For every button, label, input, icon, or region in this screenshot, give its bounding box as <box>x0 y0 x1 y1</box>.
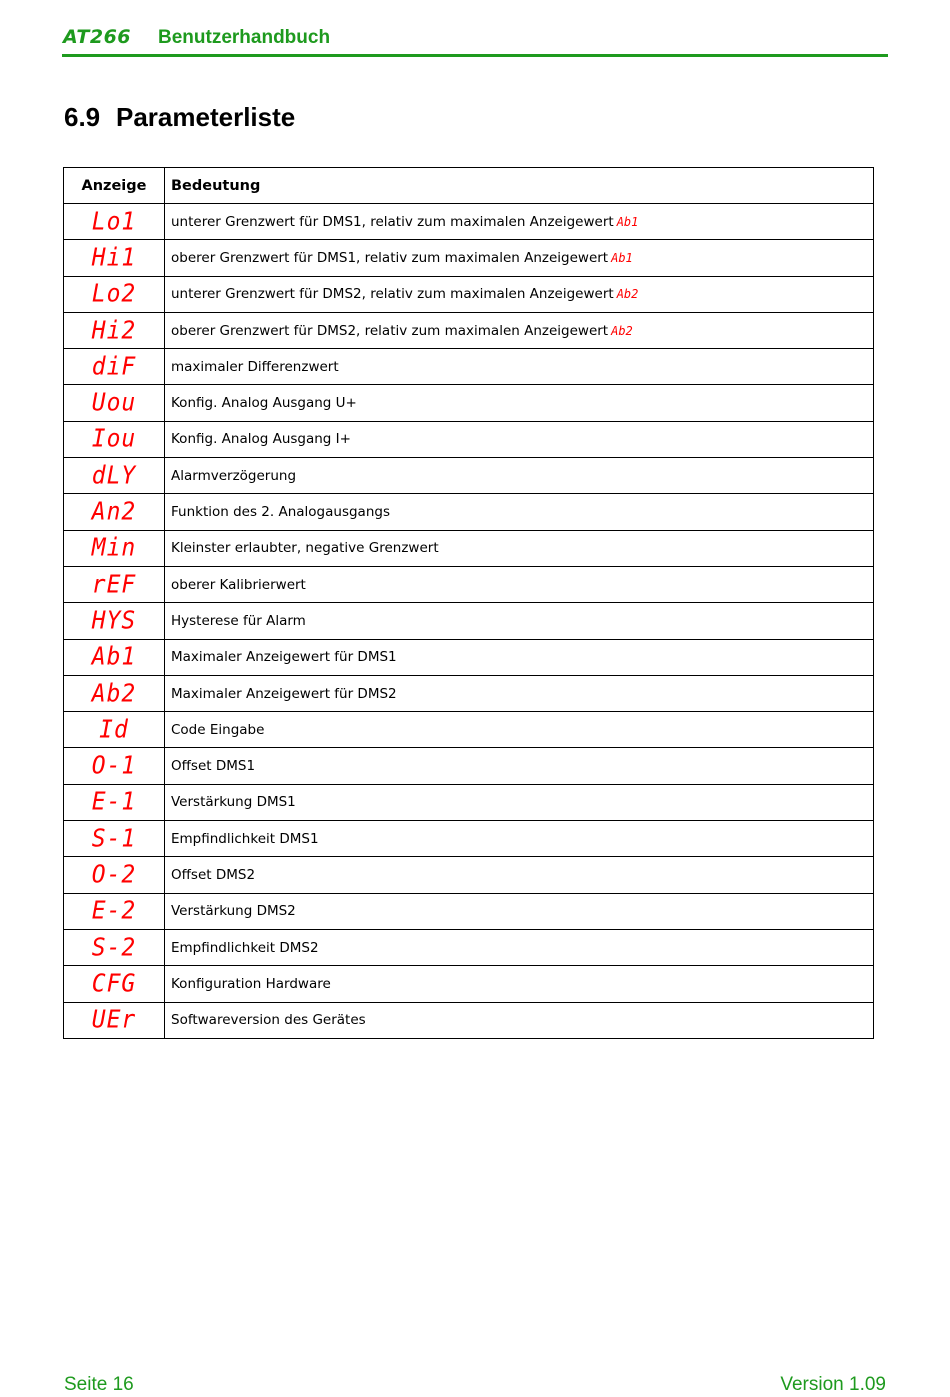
display-code: Hi2 <box>91 316 137 345</box>
table-row <box>64 349 874 385</box>
display-code: O-1 <box>91 751 137 781</box>
display-code-cell <box>64 639 165 675</box>
reference-code: Ab1 <box>616 214 639 229</box>
reference-code: Ab2 <box>611 323 633 338</box>
display-code: HYS <box>91 606 137 636</box>
section-title: Parameterliste <box>116 102 296 132</box>
display-code: diF <box>91 352 137 382</box>
display-code-cell <box>64 240 165 276</box>
meaning-text: oberer Kalibrierwert <box>171 576 306 593</box>
parameter-table <box>63 167 874 1039</box>
meaning-text: Verstärkung DMS1 <box>171 794 296 811</box>
table-row <box>64 712 874 748</box>
meaning-text: Funktion des 2. Analogausgangs <box>171 504 390 521</box>
display-code: S-2 <box>91 933 137 962</box>
table-row <box>64 312 874 348</box>
reference-code: Ab1 <box>611 250 633 265</box>
display-code-cell <box>64 821 165 857</box>
meaning-text: Softwareversion des Gerätes <box>171 1012 366 1029</box>
table-row <box>64 1002 874 1038</box>
display-code-cell <box>64 530 165 566</box>
display-code: E-1 <box>91 788 137 817</box>
meaning-text: Empfindlichkeit DMS1 <box>171 830 319 847</box>
page-number: Seite 16 <box>64 1374 134 1395</box>
display-code-cell <box>64 1002 165 1038</box>
meaning-text: Offset DMS2 <box>171 866 256 883</box>
meaning-text: Code Eingabe <box>171 721 265 738</box>
meaning-cell <box>165 784 874 820</box>
meaning-cell <box>165 458 874 494</box>
display-code: O-2 <box>91 860 137 890</box>
display-code-cell <box>64 566 165 602</box>
table-row <box>64 821 874 857</box>
meaning-text: unterer Grenzwert für DMS2, relativ zum maximalen Anzeigewert <box>171 286 614 303</box>
meaning-cell <box>165 893 874 929</box>
display-code-cell <box>64 712 165 748</box>
display-code: E-2 <box>91 896 137 926</box>
meaning-cell <box>165 566 874 602</box>
meaning-cell <box>165 240 874 276</box>
table-row <box>64 639 874 675</box>
table-row <box>64 494 874 530</box>
document-title: Benutzerhandbuch <box>158 27 331 48</box>
display-code-cell <box>64 784 165 820</box>
display-code: An2 <box>91 497 137 527</box>
meaning-text: Konfiguration Hardware <box>171 975 331 992</box>
column-header-code: Anzeige <box>64 168 165 204</box>
table-row <box>64 385 874 421</box>
table-header-row <box>64 168 874 204</box>
meaning-text: Maximaler Anzeigewert für DMS2 <box>171 685 397 702</box>
table-row <box>64 421 874 457</box>
display-code-cell <box>64 312 165 348</box>
meaning-cell <box>165 966 874 1002</box>
meaning-text: oberer Grenzwert für DMS1, relativ zum maximalen Anzeigewert <box>171 249 609 266</box>
meaning-cell <box>165 494 874 530</box>
display-code-cell <box>64 349 165 385</box>
meaning-cell <box>165 675 874 711</box>
table-row <box>64 966 874 1002</box>
meaning-text: oberer Grenzwert für DMS2, relativ zum maximalen Anzeigewert <box>171 322 609 339</box>
page-header <box>62 26 888 57</box>
display-code-cell <box>64 385 165 421</box>
meaning-cell <box>165 421 874 457</box>
display-code: Hi1 <box>91 243 137 273</box>
section-number: 6.9 <box>64 102 101 132</box>
meaning-cell <box>165 603 874 639</box>
meaning-cell <box>165 821 874 857</box>
meaning-cell <box>165 1002 874 1038</box>
meaning-text: Offset DMS1 <box>171 758 256 775</box>
meaning-text: Konfig. Analog Ausgang I+ <box>171 431 351 448</box>
display-code: Ab1 <box>91 642 137 672</box>
table-row <box>64 675 874 711</box>
meaning-cell <box>165 204 874 240</box>
display-code: dLY <box>91 461 137 491</box>
display-code-cell <box>64 421 165 457</box>
display-code-cell <box>64 893 165 929</box>
meaning-text: Maximaler Anzeigewert für DMS1 <box>171 649 397 666</box>
display-code: Ab2 <box>91 679 137 708</box>
meaning-text: maximaler Differenzwert <box>171 358 339 375</box>
table-row <box>64 857 874 893</box>
meaning-cell <box>165 385 874 421</box>
display-code-cell <box>64 675 165 711</box>
table-row <box>64 240 874 276</box>
display-code-cell <box>64 494 165 530</box>
version-label: Version 1.09 <box>780 1374 886 1395</box>
meaning-cell <box>165 929 874 965</box>
display-code-cell <box>64 929 165 965</box>
display-code: Id <box>99 715 129 745</box>
display-code: Lo2 <box>91 279 137 309</box>
display-code: Min <box>91 534 137 563</box>
table-body <box>64 204 874 1039</box>
display-code: S-1 <box>91 824 137 853</box>
meaning-text: Konfig. Analog Ausgang U+ <box>171 395 357 412</box>
table-row <box>64 566 874 602</box>
meaning-cell <box>165 639 874 675</box>
meaning-text: unterer Grenzwert für DMS1, relativ zum maximalen Anzeigewert <box>171 213 614 230</box>
display-code-cell <box>64 204 165 240</box>
column-header-meaning: Bedeutung <box>165 168 874 204</box>
display-code: Uou <box>91 388 137 418</box>
brand-logo: AT266 <box>63 26 132 48</box>
reference-code: Ab2 <box>616 287 639 302</box>
table-row <box>64 204 874 240</box>
display-code: rEF <box>91 570 137 599</box>
meaning-cell <box>165 312 874 348</box>
display-code: Iou <box>91 425 137 454</box>
meaning-cell <box>165 712 874 748</box>
meaning-text: Alarmverzögerung <box>171 467 297 484</box>
meaning-text: Hysterese für Alarm <box>171 612 306 629</box>
table-row <box>64 784 874 820</box>
table-row <box>64 929 874 965</box>
display-code: UEr <box>91 1005 137 1035</box>
table-row <box>64 458 874 494</box>
table-row <box>64 748 874 784</box>
meaning-cell <box>165 530 874 566</box>
display-code-cell <box>64 603 165 639</box>
table-row <box>64 603 874 639</box>
display-code-cell <box>64 458 165 494</box>
meaning-text: Kleinster erlaubter, negative Grenzwert <box>171 540 439 557</box>
meaning-cell <box>165 748 874 784</box>
table-row <box>64 276 874 312</box>
display-code-cell <box>64 857 165 893</box>
display-code: Lo1 <box>91 207 137 236</box>
meaning-text: Verstärkung DMS2 <box>171 903 296 920</box>
meaning-cell <box>165 276 874 312</box>
meaning-cell <box>165 857 874 893</box>
display-code: CFG <box>91 969 137 999</box>
display-code-cell <box>64 966 165 1002</box>
table-row <box>64 530 874 566</box>
display-code-cell <box>64 748 165 784</box>
table-row <box>64 893 874 929</box>
section-heading <box>64 102 295 133</box>
meaning-text: Empfindlichkeit DMS2 <box>171 939 319 956</box>
meaning-cell <box>165 349 874 385</box>
display-code-cell <box>64 276 165 312</box>
